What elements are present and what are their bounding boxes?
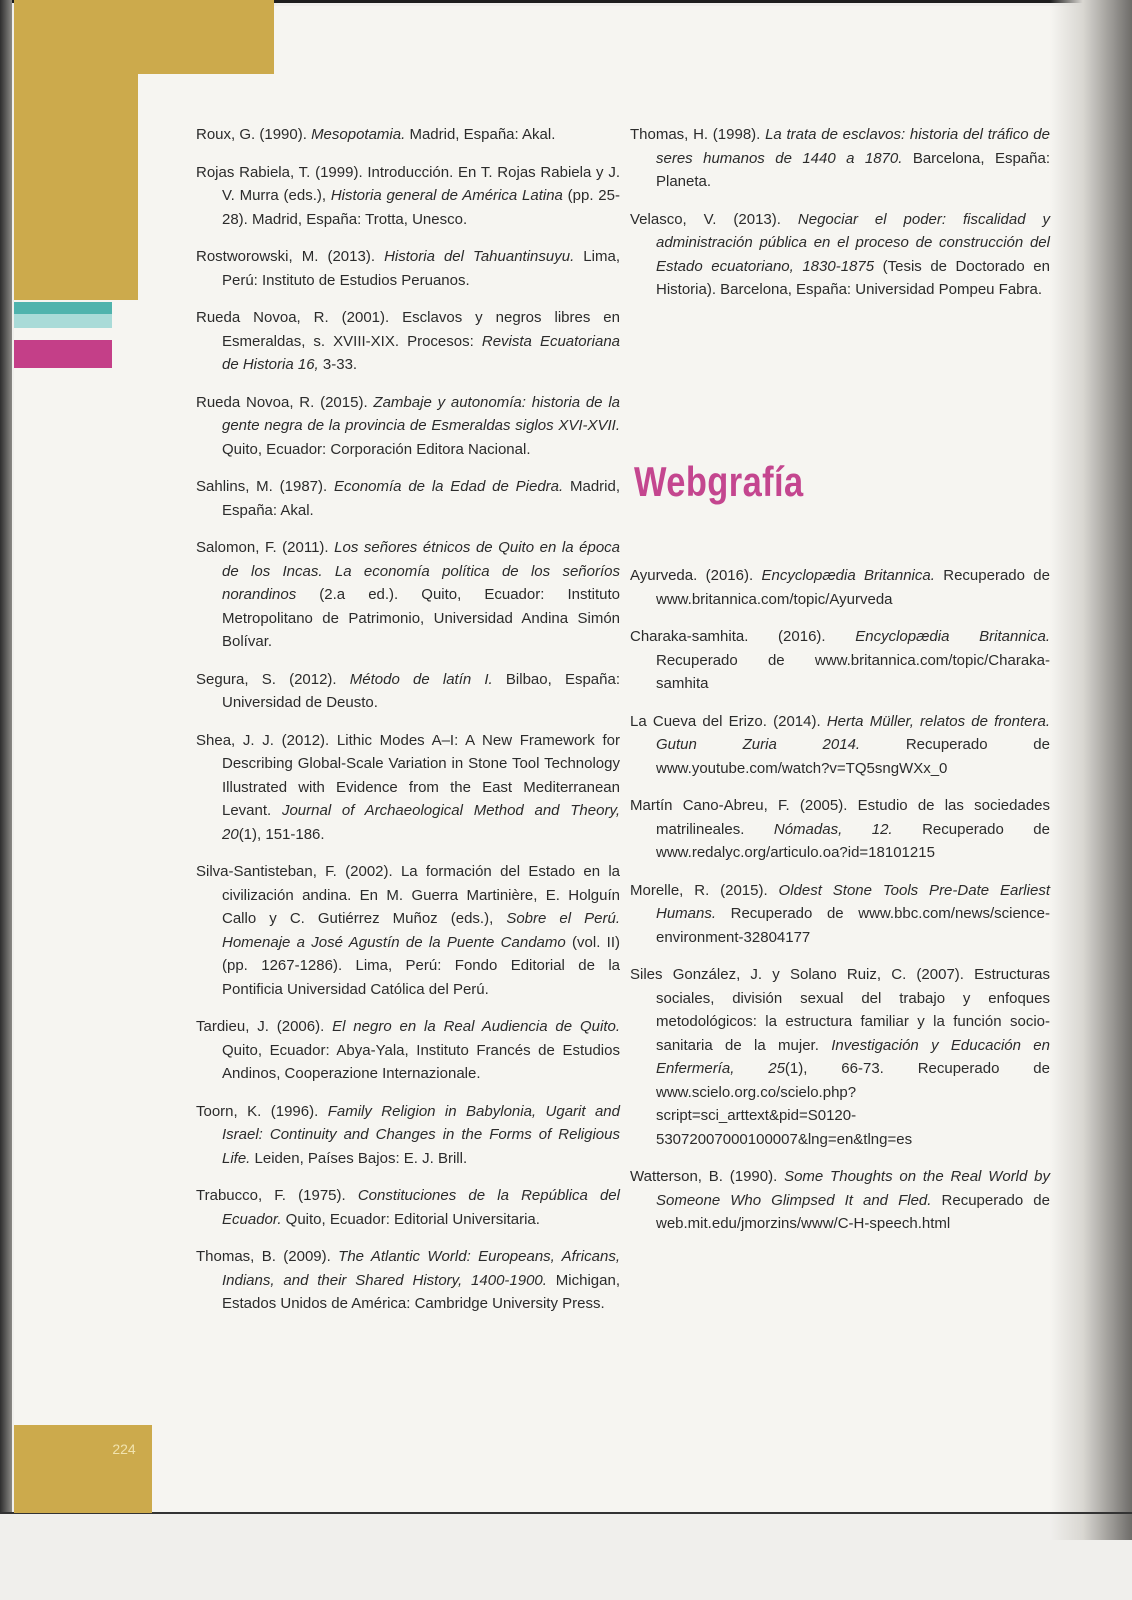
reference-entry: [196, 668, 620, 715]
reference-text: Thomas, B. (2009).: [196, 1248, 339, 1265]
reference-entry: [630, 710, 1050, 781]
reference-text: Recuperado de www.bbc.com/news/science-environment-32804177: [656, 905, 1050, 946]
webgrafia-heading-wrap: [634, 458, 841, 506]
reference-entry: [630, 1165, 1050, 1236]
reference-title: Revista Ecuatoriana de Historia 16,: [222, 332, 620, 373]
left-reference-column: [196, 123, 620, 1330]
reference-title: Historia general de América Latina: [330, 187, 563, 204]
reference-entry: [630, 208, 1050, 302]
teal-stripe-light: [14, 314, 112, 328]
reference-text: Rojas Rabiela, T. (1999). Introducción. En T. Rojas Rabiela y J. V. Murra (eds.),: [196, 163, 620, 204]
reference-text: Siles González, J. y Solano Ruiz, C. (2007). Estructuras sociales, división sexual del trabajo y enfoques metodológicos: la estructura familiar y la función socio-sanitaria de la mujer.: [630, 966, 1050, 1054]
reference-text: Trabucco, F. (1975).: [196, 1187, 358, 1204]
reference-text: Morelle, R. (2015).: [630, 881, 779, 899]
reference-entry: [630, 564, 1050, 611]
reference-text: Leiden, Países Bajos: E. J. Brill.: [250, 1149, 468, 1167]
reference-text: Quito, Ecuador: Corporación Editora Nacional.: [222, 440, 531, 458]
reference-entry: [196, 1245, 620, 1316]
reference-entry: [196, 391, 620, 462]
reference-title: Oldest Stone Tools Pre-Date Earliest Humans.: [656, 881, 1050, 922]
reference-text: Sahlins, M. (1987).: [196, 478, 334, 495]
reference-title: Journal of Archaeological Method and Theory, 20: [222, 802, 620, 843]
reference-text: Martín Cano-Abreu, F. (2005). Estudio de las sociedades matrilineales.: [630, 797, 1050, 838]
reference-text: Quito, Ecuador: Editorial Universitaria.: [281, 1210, 540, 1228]
reference-entry: [630, 123, 1050, 194]
reference-entry: [196, 475, 620, 522]
reference-text: 3-33.: [318, 356, 358, 373]
reference-text: Silva-Santisteban, F. (2002). La formación del Estado en la civilización andina. En M. Guerra Martinière, E. Holguín Callo y C. Gutiérrez Muñoz (eds.),: [196, 863, 620, 927]
reference-text: Recuperado de web.mit.edu/jmorzins/www/C-H-speech.html: [656, 1191, 1050, 1232]
reference-text: Recuperado de www.britannica.com/topic/Ayurveda: [656, 567, 1050, 608]
reference-text: Thomas, H. (1998).: [630, 126, 766, 143]
reference-entry: [196, 1100, 620, 1171]
reference-entry: [630, 963, 1050, 1151]
reference-title: Historia del Tahuantinsuyu.: [384, 248, 575, 265]
reference-text: Velasco, V. (2013).: [630, 210, 798, 228]
reference-title: Herta Müller, relatos de frontera. Gutun Zuria 2014.: [656, 712, 1050, 753]
section-heading: Webgrafía: [634, 458, 804, 505]
reference-title: Mesopotamia.: [311, 126, 406, 143]
web-reference-column: [630, 564, 1050, 1250]
reference-text: Charaka-samhita. (2016).: [630, 628, 856, 645]
page-number: 224: [112, 1441, 136, 1457]
reference-title: Constituciones de la República del Ecuador.: [222, 1187, 620, 1228]
reference-title: The Atlantic World: Europeans, Africans, Indians, and their Shared History, 1400-1900.: [222, 1248, 620, 1289]
reference-text: Rostworowski, M. (2013).: [196, 248, 385, 265]
reference-title: Encyclopædia Britannica.: [761, 567, 935, 584]
reference-entry: [196, 536, 620, 654]
reference-text: Rueda Novoa, R. (2015).: [196, 393, 374, 411]
reference-entry: [630, 625, 1050, 696]
magenta-stripe: [14, 340, 112, 368]
reference-title: Encyclopædia Britannica.: [855, 628, 1050, 645]
reference-text: Rueda Novoa, R. (2001). Esclavos y negros libres en Esmeraldas, s. XVIII-XIX. Procesos:: [196, 309, 620, 350]
reference-title: La trata de esclavos: historia del tráfico de seres humanos de 1440 a 1870.: [656, 126, 1050, 167]
reference-text: Ayurveda. (2016).: [630, 567, 762, 584]
reference-entry: [630, 794, 1050, 865]
reference-entry: [196, 729, 620, 847]
reference-text: Michigan, Estados Unidos de América: Cambridge University Press.: [222, 1271, 620, 1312]
gold-decor-side: [14, 74, 138, 300]
gold-decor-bottom: [14, 1425, 152, 1513]
reference-text: Madrid, España: Akal.: [405, 126, 556, 143]
reference-title: Método de latín I.: [349, 670, 493, 688]
reference-text: (1), 151-186.: [238, 825, 325, 843]
reference-entry: [196, 123, 620, 147]
reference-title: El negro en la Real Audiencia de Quito.: [332, 1018, 620, 1035]
reference-text: Quito, Ecuador: Abya-Yala, Instituto Francés de Estudios Andinos, Cooperazione Internazionale.: [222, 1041, 620, 1082]
reference-text: Bilbao, España: Universidad de Deusto.: [222, 670, 620, 711]
reference-text: (1), 66-73. Recuperado de www.scielo.org.co/scielo.php?script=sci_arttext&pid=S0120-53072007000100007&lng=en&tlng=es: [656, 1060, 1050, 1148]
reference-text: Segura, S. (2012).: [196, 670, 350, 688]
reference-text: Toorn, K. (1996).: [196, 1102, 328, 1120]
reference-entry: [196, 306, 620, 377]
reference-title: Investigación y Educación en Enfermería, 25: [656, 1036, 1050, 1077]
right-reference-column: [630, 123, 1050, 316]
reference-text: Tardieu, J. (2006).: [196, 1018, 333, 1035]
reference-text: Shea, J. J. (2012). Lithic Modes A–I: A New Framework for Describing Global-Scale Variation in Stone Tool Technology Illustrated with Evidence from the East Mediterranean Levant.: [196, 731, 620, 819]
reference-title: Some Thoughts on the Real World by Someone Who Glimpsed It and Fled.: [656, 1168, 1050, 1209]
reference-text: Recuperado de www.britannica.com/topic/Charaka-samhita: [656, 651, 1050, 692]
reference-title: Negociar el poder: fiscalidad y administración pública en el proceso de construcción del Estado ecuatoriano, 1830-1875: [656, 210, 1050, 275]
reference-text: Watterson, B. (1990).: [630, 1168, 785, 1185]
reference-text: Recuperado de www.redalyc.org/articulo.oa?id=18101215: [656, 820, 1050, 861]
reference-title: Nómadas, 12.: [773, 820, 893, 838]
reference-text: Salomon, F. (2011).: [196, 539, 335, 556]
reference-title: Zambaje y autonomía: historia de la gente negra de la provincia de Esmeraldas siglos XVI-XVII.: [222, 393, 620, 434]
book-gutter: [1050, 0, 1132, 1540]
gold-decor-top: [14, 0, 274, 74]
reference-title: Los señores étnicos de Quito en la época de los Incas. La economía política de los señoríos norandinos: [222, 539, 621, 603]
reference-entry: [196, 161, 620, 232]
reference-text: (2.a ed.). Quito, Ecuador: Instituto Metropolitano de Patrimonio, Universidad Andina Simón Bolívar.: [222, 586, 620, 650]
reference-text: Barcelona, España: Planeta.: [656, 149, 1050, 190]
reference-text: Recuperado de www.youtube.com/watch?v=TQ5sngWXx_0: [656, 736, 1050, 777]
reference-text: (vol. II) (pp. 1267-1286). Lima, Perú: Fondo Editorial de la Pontificia Universidad Católica del Perú.: [222, 933, 620, 998]
teal-stripe-dark: [14, 302, 112, 314]
reference-text: (Tesis de Doctorado en Historia). Barcelona, España: Universidad Pompeu Fabra.: [656, 257, 1050, 298]
reference-entry: [196, 245, 620, 292]
reference-text: Madrid, España: Akal.: [222, 478, 620, 519]
reference-text: La Cueva del Erizo. (2014).: [630, 712, 827, 730]
reference-title: Economía de la Edad de Piedra.: [333, 478, 564, 495]
reference-title: Sobre el Perú. Homenaje a José Agustín de la Puente Candamo: [222, 910, 621, 951]
reference-entry: [196, 1015, 620, 1086]
bottom-edge: [0, 1512, 1132, 1514]
reference-entry: [630, 879, 1050, 950]
reference-entry: [196, 1184, 620, 1231]
reference-title: Family Religion in Babylonia, Ugarit and Israel: Continuity and Changes in the Forms of Religious Life.: [222, 1102, 620, 1167]
reference-entry: [196, 860, 620, 1001]
page-left-edge: [0, 0, 12, 1512]
reference-text: (pp. 25-28). Madrid, España: Trotta, Unesco.: [222, 187, 620, 228]
reference-text: Lima, Perú: Instituto de Estudios Peruanos.: [222, 248, 620, 289]
reference-text: Roux, G. (1990).: [196, 126, 312, 143]
